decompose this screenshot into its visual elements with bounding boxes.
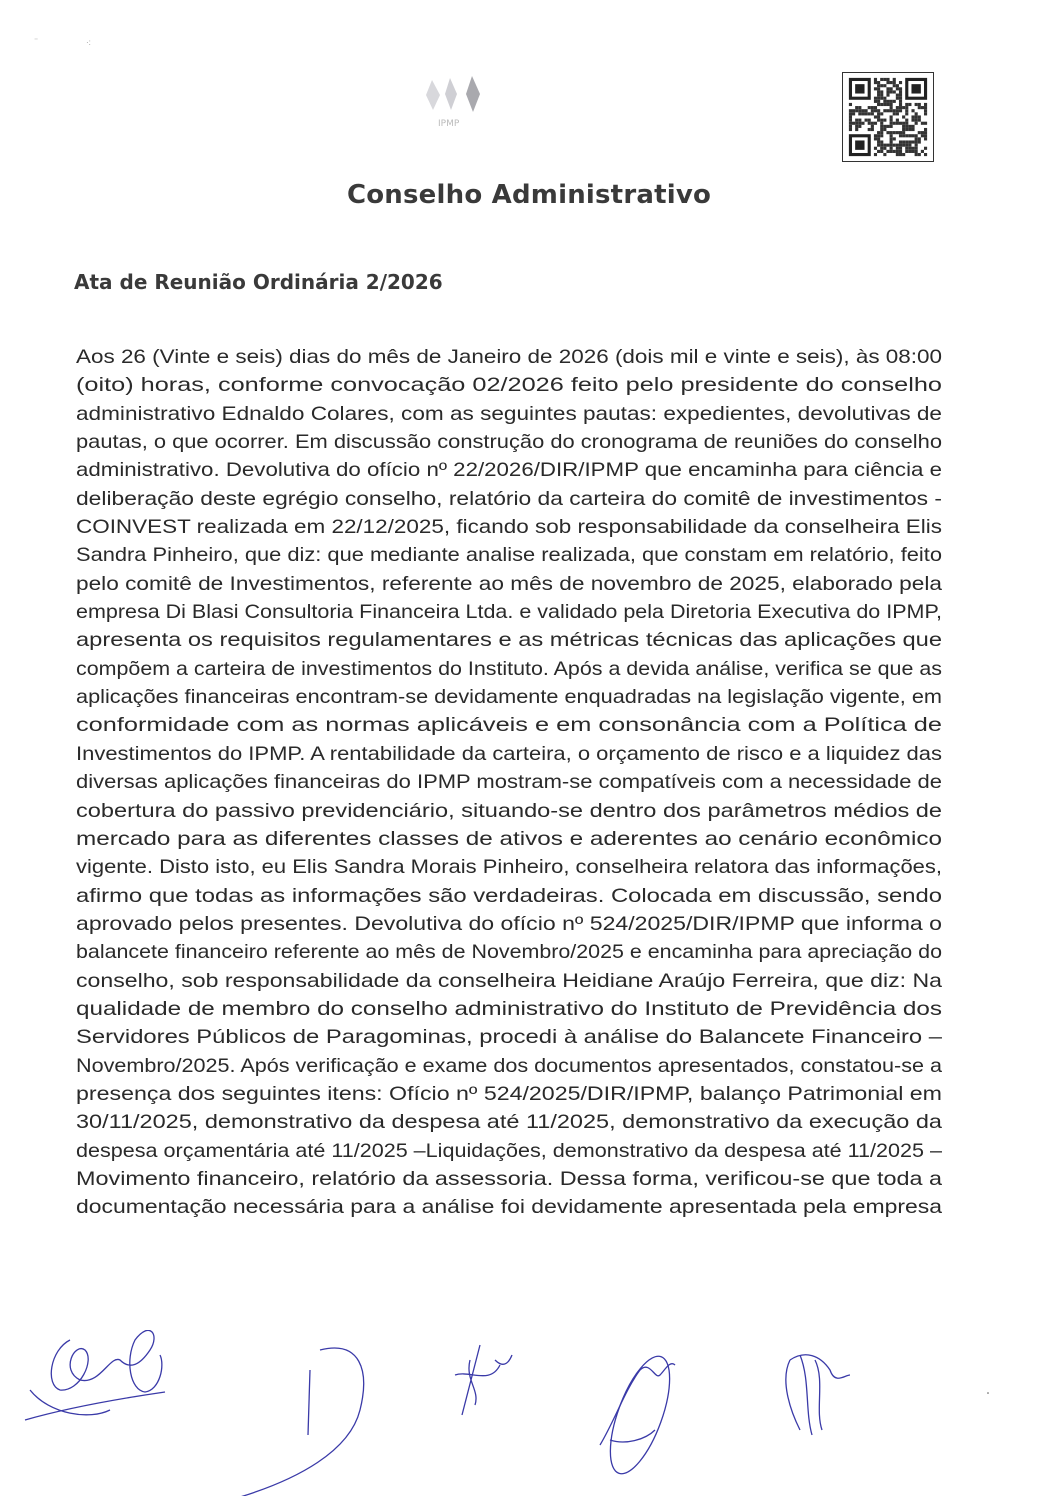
- body-text-line: [76, 825, 942, 853]
- body-text-line: [76, 598, 942, 626]
- body-text-line: [76, 882, 942, 910]
- body-text-line: [76, 1023, 942, 1051]
- body-text: COINVEST realizada em 22/12/2025, ficando sob responsabilidade da conselheira Elis: [76, 516, 942, 539]
- body-text: diversas aplicações financeiras do IPMP mostram-se compatíveis com a necessidade de: [76, 771, 942, 794]
- body-text-line: [76, 655, 942, 683]
- body-text: empresa Di Blasi Consultoria Financeira Ltda. e validado pela Diretoria Executiva do IPMP,: [76, 601, 942, 624]
- body-text: Aos 26 (Vinte e seis) dias do mês de Janeiro de 2026 (dois mil e vinte e seis), às 08:00: [76, 346, 943, 368]
- document-body: [76, 343, 942, 1222]
- body-text: Novembro/2025. Após verificação e exame dos documentos apresentados, constatou-se a: [76, 1054, 942, 1077]
- document-subtitle: Ata de Reunião Ordinária 2/2026: [74, 270, 443, 294]
- body-text: Investimentos do IPMP. A rentabilidade da carteira, o orçamento de risco e a liquidez das: [76, 742, 942, 765]
- body-text-line: [76, 768, 942, 796]
- body-text: 30/11/2025, demonstrativo da despesa até 11/2025, demonstrativo da execução da: [76, 1111, 942, 1134]
- scan-dot: [987, 1392, 989, 1394]
- body-text: Servidores Públicos de Paragominas, procedi à análise do Balancete Financeiro –: [76, 1026, 942, 1049]
- body-text: balancete financeiro referente ao mês de Novembro/2025 e encaminha para apreciação do: [76, 941, 942, 964]
- body-text-line: [76, 371, 942, 399]
- body-text: aplicações financeiras encontram-se devidamente enquadradas na legislação vigente, em: [76, 686, 942, 709]
- body-text-line: [76, 1137, 942, 1165]
- qr-code-icon: [842, 72, 934, 162]
- body-text-line: [76, 343, 942, 371]
- signature-5: [786, 1355, 850, 1435]
- signature-2: [230, 1348, 364, 1496]
- body-text: conformidade com as normas aplicáveis e em consonância com a Política de: [76, 714, 942, 737]
- body-text-line: [76, 740, 942, 768]
- body-text: administrativo. Devolutiva do ofício nº 22/2026/DIR/IPMP que encaminha para ciência e: [76, 459, 942, 482]
- logo-text: IPMP: [438, 119, 460, 129]
- body-text-line: [76, 456, 942, 484]
- scan-artifact: ·:: [86, 38, 91, 47]
- body-text: Movimento financeiro, relatório da assessoria. Dessa forma, verificou-se que toda a: [76, 1167, 942, 1190]
- scan-artifact: ⁻: [34, 36, 39, 45]
- body-text: administrativo Ednaldo Colares, com as seguintes pautas: expedientes, devolutivas de: [76, 402, 942, 425]
- body-text: conselho, sob responsabilidade da conselheira Heidiane Araújo Ferreira, que diz: Na: [76, 969, 942, 992]
- body-text-line: [76, 711, 942, 739]
- ipmp-logo: [420, 70, 500, 140]
- signature-3: [455, 1345, 512, 1415]
- body-text: despesa orçamentária até 11/2025 –Liquidações, demonstrativo da despesa até 11/2025 –: [76, 1139, 942, 1162]
- body-text: aprovado pelos presentes. Devolutiva do ofício nº 524/2025/DIR/IPMP que informa o: [76, 912, 942, 935]
- body-text: vigente. Disto isto, eu Elis Sandra Morais Pinheiro, conselheira relatora das informações,: [76, 856, 943, 879]
- signature-1: [25, 1330, 165, 1420]
- body-text-line: [76, 1165, 942, 1193]
- body-text: (oito) horas, conforme convocação 02/2026 feito pelo presidente do conselho: [76, 374, 942, 397]
- body-text: afirmo que todas as informações são verdadeiras. Colocada em discussão, sendo: [76, 884, 942, 907]
- body-text: cobertura do passivo previdenciário, situando-se dentro dos parâmetros médios de: [76, 799, 942, 822]
- body-text-line: [76, 1193, 942, 1221]
- body-text: compõem a carteira de investimentos do Instituto. Após a devida análise, verifica se que as: [76, 657, 942, 680]
- body-text-line: [76, 995, 942, 1023]
- body-text: pautas, o que ocorrer. Em discussão construção do cronograma de reuniões do conselho: [76, 431, 942, 454]
- body-text-line: [76, 485, 942, 513]
- body-text-line: [76, 513, 942, 541]
- body-text: deliberação deste egrégio conselho, relatório da carteira do comitê de investimentos -: [76, 487, 942, 510]
- signatures-area: [0, 1330, 1058, 1496]
- body-text-line: [76, 400, 942, 428]
- body-text: presença dos seguintes itens: Ofício nº 524/2025/DIR/IPMP, balanço Patrimonial em: [76, 1082, 942, 1105]
- body-text-line: [76, 428, 942, 456]
- body-text: mercado para as diferentes classes de ativos e aderentes ao cenário econômico: [76, 827, 942, 850]
- body-text: apresenta os requisitos regulamentares e as métricas técnicas das aplicações que: [76, 629, 942, 652]
- body-text-line: [76, 853, 942, 881]
- body-text: documentação necessária para a análise foi devidamente apresentada pela empresa: [76, 1196, 942, 1219]
- body-text-line: [76, 967, 942, 995]
- body-text-line: [76, 910, 942, 938]
- body-text: Sandra Pinheiro, que diz: que mediante analise realizada, que constam em relatório, feito: [76, 544, 942, 567]
- body-text-line: [76, 1080, 942, 1108]
- body-text-line: [76, 797, 942, 825]
- body-text: qualidade de membro do conselho administrativo do Instituto de Previdência dos: [76, 997, 942, 1020]
- body-text-line: [76, 1108, 942, 1136]
- body-text-line: [76, 570, 942, 598]
- body-text-line: [76, 1052, 942, 1080]
- body-text-line: [76, 541, 942, 569]
- signature-4: [598, 1349, 682, 1481]
- body-text-line: [76, 626, 942, 654]
- page-title: Conselho Administrativo: [346, 180, 712, 210]
- body-text: pelo comitê de Investimentos, referente ao mês de novembro de 2025, elaborado pela: [76, 572, 942, 595]
- body-text-line: [76, 683, 942, 711]
- body-text-line: [76, 938, 942, 966]
